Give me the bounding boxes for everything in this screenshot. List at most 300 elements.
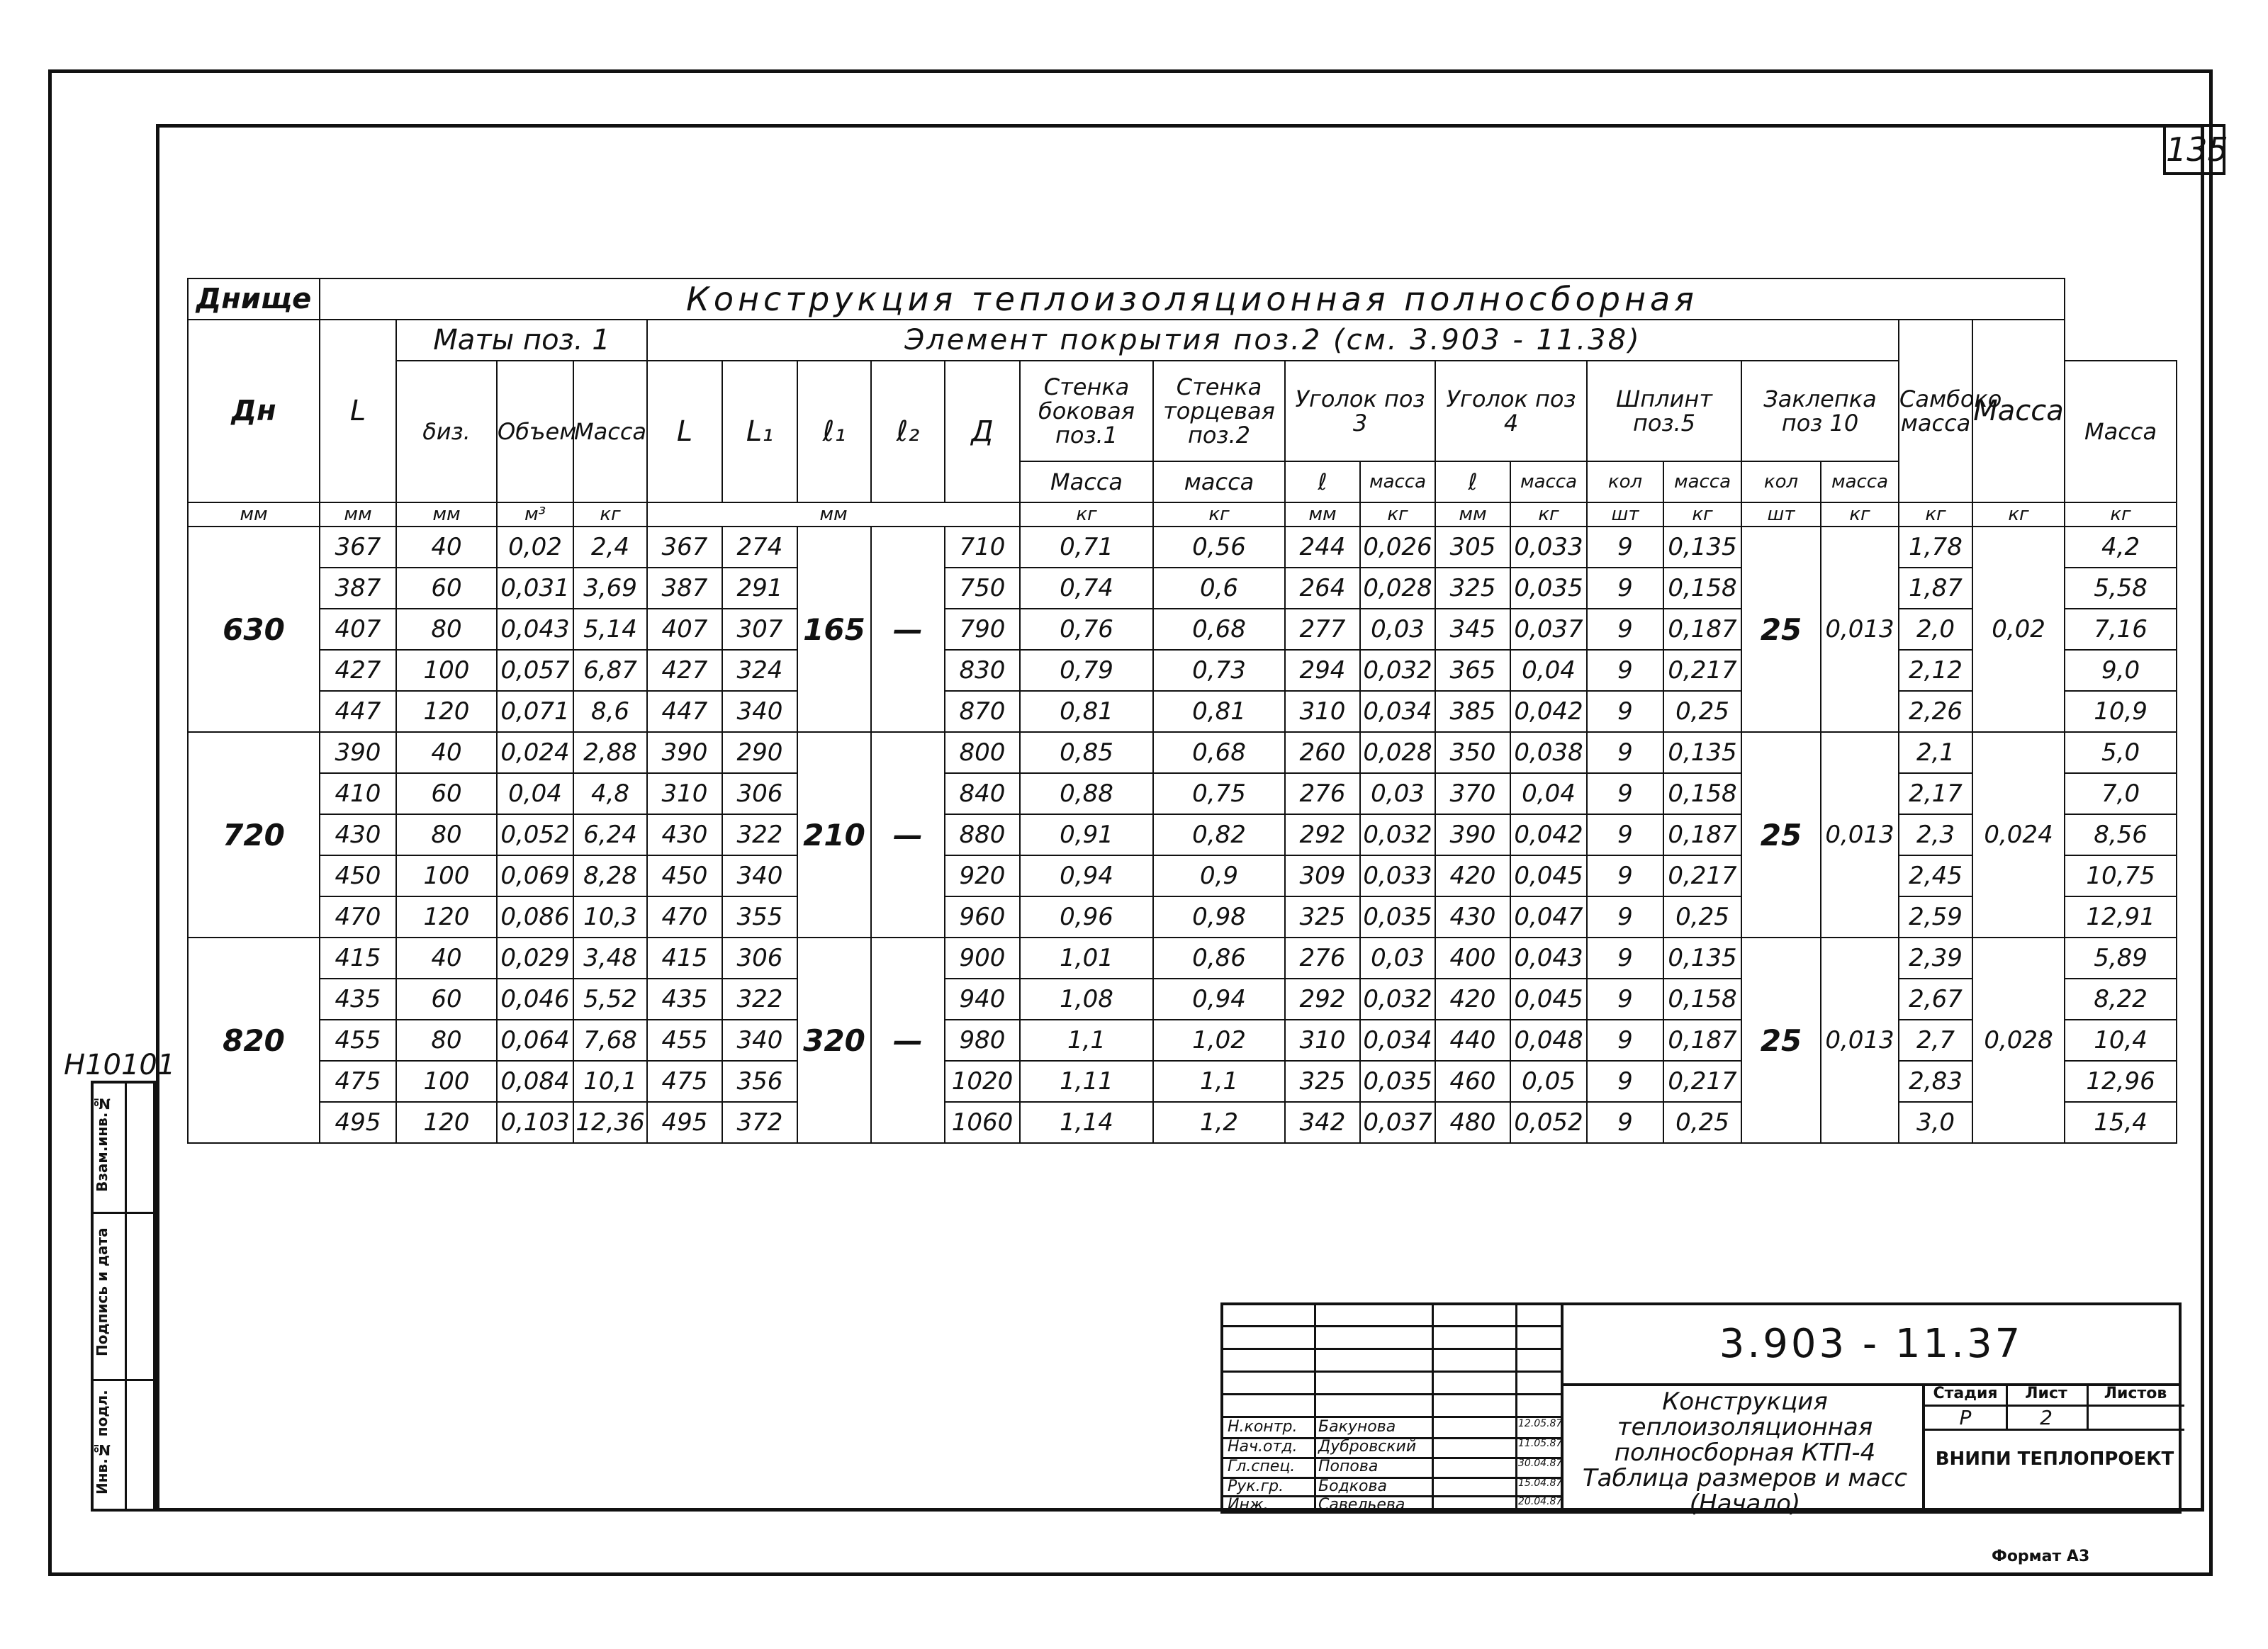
- table-cell: 25: [1741, 527, 1821, 732]
- table-cell: 0,037: [1360, 1102, 1435, 1143]
- table-cell: 60: [396, 568, 497, 609]
- table-cell: 0,96: [1020, 896, 1153, 938]
- table-cell: 0,04: [1510, 773, 1587, 814]
- table-cell: 7,68: [573, 1020, 647, 1061]
- table-cell: 415: [320, 938, 396, 979]
- table-cell: 10,3: [573, 896, 647, 938]
- table-cell: 9: [1587, 691, 1663, 732]
- unit-cell: кг: [1360, 502, 1435, 527]
- table-cell: 0,6: [1153, 568, 1285, 609]
- table-cell: 0,034: [1360, 1020, 1435, 1061]
- table-cell: 340: [722, 691, 797, 732]
- table-cell: 447: [320, 691, 396, 732]
- table-cell: 5,14: [573, 609, 647, 650]
- rivet-header: Заклепка поз 10: [1741, 361, 1899, 461]
- table-cell: 244: [1285, 527, 1360, 568]
- table-cell: 0,028: [1972, 938, 2065, 1143]
- table-cell: 306: [722, 938, 797, 979]
- table-cell: 0,084: [497, 1061, 573, 1102]
- table-cell: 80: [396, 1020, 497, 1061]
- table-cell: 0,042: [1510, 814, 1587, 855]
- table-cell: 0,82: [1153, 814, 1285, 855]
- table-cell: 9: [1587, 896, 1663, 938]
- unit-cell: кг: [1663, 502, 1741, 527]
- table-cell: 420: [1435, 855, 1510, 896]
- el-l1-header: L₁: [722, 361, 797, 502]
- unit-cell: мм: [396, 502, 497, 527]
- table-cell: 0,217: [1663, 650, 1741, 691]
- angle3-header: Уголок поз 3: [1285, 361, 1435, 461]
- table-cell: 1,11: [1020, 1061, 1153, 1102]
- table-cell: 340: [722, 855, 797, 896]
- signer-date: 11.05.87: [1518, 1438, 1563, 1449]
- mass-total-header: Масса: [1972, 320, 2065, 502]
- signer-role: Гл.спец.: [1228, 1458, 1296, 1475]
- table-cell: 390: [647, 732, 722, 773]
- unit-cell: кг: [1821, 502, 1899, 527]
- table-cell: 9: [1587, 773, 1663, 814]
- table-cell: 0,135: [1663, 938, 1741, 979]
- table-cell: 470: [647, 896, 722, 938]
- table-cell: 0,043: [497, 609, 573, 650]
- table-cell: 5,0: [2065, 732, 2177, 773]
- signer-role: Нач.отд.: [1228, 1438, 1298, 1456]
- stage-label: Стадия: [1933, 1385, 1998, 1402]
- table-cell: 355: [722, 896, 797, 938]
- el-l2-small-header: ℓ₂: [871, 361, 945, 502]
- table-cell: 310: [647, 773, 722, 814]
- table-cell: 0,103: [497, 1102, 573, 1143]
- table-cell: 0,86: [1153, 938, 1285, 979]
- bottom-col-header: Днище: [188, 278, 320, 320]
- signer-date: 12.05.87: [1518, 1418, 1563, 1429]
- table-cell: 10,9: [2065, 691, 2177, 732]
- angle4-header: Уголок поз 4: [1435, 361, 1587, 461]
- table-cell: 430: [647, 814, 722, 855]
- side-stamp-label: Инв.№ подл.: [94, 1390, 111, 1495]
- table-cell: 322: [722, 979, 797, 1020]
- table-cell: 292: [1285, 814, 1360, 855]
- table-cell: 2,7: [1899, 1020, 1972, 1061]
- signer-date: 30.04.87: [1518, 1458, 1563, 1469]
- table-cell: 367: [320, 527, 396, 568]
- table-cell: 0,071: [497, 691, 573, 732]
- table-cell: 385: [1435, 691, 1510, 732]
- table-cell: 455: [647, 1020, 722, 1061]
- table-cell: 0,74: [1020, 568, 1153, 609]
- table-cell: 0,75: [1153, 773, 1285, 814]
- table-cell: 0,79: [1020, 650, 1153, 691]
- table-cell: 0,024: [1972, 732, 2065, 938]
- table-cell: 0,038: [1510, 732, 1587, 773]
- table-cell: 0,68: [1153, 732, 1285, 773]
- table-cell: 0,033: [1360, 855, 1435, 896]
- table-cell: 0,76: [1020, 609, 1153, 650]
- table-cell: 291: [722, 568, 797, 609]
- table-cell: 276: [1285, 773, 1360, 814]
- table-cell: 415: [647, 938, 722, 979]
- table-cell: 495: [647, 1102, 722, 1143]
- table-cell: 0,98: [1153, 896, 1285, 938]
- table-cell: 400: [1435, 938, 1510, 979]
- table-cell: 0,035: [1360, 1061, 1435, 1102]
- table-cell: 0,217: [1663, 855, 1741, 896]
- table-cell: 25: [1741, 732, 1821, 938]
- table-cell: 940: [945, 979, 1020, 1020]
- end-wall-mass-header: масса: [1153, 461, 1285, 502]
- table-cell: 0,032: [1360, 650, 1435, 691]
- table-cell: 9: [1587, 938, 1663, 979]
- table-cell: 0,158: [1663, 773, 1741, 814]
- table-cell: 390: [320, 732, 396, 773]
- table-cell: 367: [647, 527, 722, 568]
- table-cell: 0,026: [1360, 527, 1435, 568]
- table-cell: 0,05: [1510, 1061, 1587, 1102]
- table-cell: 2,17: [1899, 773, 1972, 814]
- table-cell: 9: [1587, 568, 1663, 609]
- table-cell: 0,013: [1821, 732, 1899, 938]
- side-code: H10101: [64, 1049, 176, 1081]
- table-cell: 0,04: [497, 773, 573, 814]
- table-cell: 210: [797, 732, 871, 938]
- table-cell: 2,39: [1899, 938, 1972, 979]
- table-cell: 470: [320, 896, 396, 938]
- side-stamp-cell: [94, 1381, 153, 1512]
- table-cell: 8,28: [573, 855, 647, 896]
- table-row: [188, 938, 2177, 979]
- table-cell: 0,031: [497, 568, 573, 609]
- table-cell: 475: [320, 1061, 396, 1102]
- table-cell: 0,9: [1153, 855, 1285, 896]
- table-cell: 4,2: [2065, 527, 2177, 568]
- table-cell: 0,052: [497, 814, 573, 855]
- table-cell: 980: [945, 1020, 1020, 1061]
- table-cell: 630: [188, 527, 320, 732]
- table-cell: 0,057: [497, 650, 573, 691]
- table-cell: 450: [320, 855, 396, 896]
- table-cell: 3,0: [1899, 1102, 1972, 1143]
- stage-value: Р: [1959, 1406, 1972, 1429]
- table-cell: 9: [1587, 650, 1663, 691]
- table-cell: 100: [396, 855, 497, 896]
- table-cell: 356: [722, 1061, 797, 1102]
- side-stamp-label: Подпись и дата: [94, 1227, 111, 1357]
- table-cell: 460: [1435, 1061, 1510, 1102]
- table-cell: 9: [1587, 855, 1663, 896]
- stage-box: [1922, 1383, 2184, 1514]
- format-label: Формат А3: [1992, 1548, 2090, 1565]
- angle4-mass-header: масса: [1510, 461, 1587, 502]
- unit-cell: кг: [1020, 502, 1153, 527]
- table-cell: 40: [396, 527, 497, 568]
- table-cell: 7,0: [2065, 773, 2177, 814]
- table-cell: 0,042: [1510, 691, 1587, 732]
- table-cell: 120: [396, 896, 497, 938]
- unit-cell: шт: [1587, 502, 1663, 527]
- table-cell: 372: [722, 1102, 797, 1143]
- table-row: [188, 527, 2177, 568]
- sheets-label: Листов: [2104, 1385, 2167, 1402]
- table-cell: 407: [647, 609, 722, 650]
- table-cell: 0,086: [497, 896, 573, 938]
- sheet-value: 2: [2040, 1406, 2053, 1429]
- l-header: L: [320, 320, 396, 502]
- table-cell: 0,035: [1510, 568, 1587, 609]
- element-header: Элемент покрытия поз.2 (см. 3.903 - 11.38): [647, 320, 1899, 361]
- table-cell: 790: [945, 609, 1020, 650]
- table-cell: 60: [396, 979, 497, 1020]
- table-cell: 390: [1435, 814, 1510, 855]
- table-cell: 0,85: [1020, 732, 1153, 773]
- table-cell: 345: [1435, 609, 1510, 650]
- table-cell: 0,052: [1510, 1102, 1587, 1143]
- table-cell: 310: [1285, 691, 1360, 732]
- table-cell: 1,78: [1899, 527, 1972, 568]
- side-wall-mass-header: Масса: [1020, 461, 1153, 502]
- unit-cell: м³: [497, 502, 573, 527]
- table-cell: 0,032: [1360, 814, 1435, 855]
- unit-cell: кг: [2065, 502, 2177, 527]
- table-cell: 3,69: [573, 568, 647, 609]
- table-cell: 1,2: [1153, 1102, 1285, 1143]
- title-block-right: [1564, 1302, 2182, 1518]
- table-cell: 0,069: [497, 855, 573, 896]
- table-cell: 9: [1587, 1020, 1663, 1061]
- table-cell: 0,158: [1663, 979, 1741, 1020]
- table-cell: 0,25: [1663, 1102, 1741, 1143]
- table-cell: 0,064: [497, 1020, 573, 1061]
- table-cell: 2,45: [1899, 855, 1972, 896]
- table-cell: 322: [722, 814, 797, 855]
- table-cell: 430: [1435, 896, 1510, 938]
- table-cell: 0,217: [1663, 1061, 1741, 1102]
- table-cell: 427: [647, 650, 722, 691]
- table-cell: 0,135: [1663, 527, 1741, 568]
- table-cell: 2,59: [1899, 896, 1972, 938]
- table-cell: 2,83: [1899, 1061, 1972, 1102]
- table-cell: 4,8: [573, 773, 647, 814]
- side-stamp-cell: [94, 1084, 153, 1214]
- table-cell: 0,94: [1020, 855, 1153, 896]
- table-cell: 427: [320, 650, 396, 691]
- document-title: Конструкция теплоизоляционная полносборная КТП-4 Таблица размеров и масс (Начало): [1582, 1388, 1908, 1518]
- table-cell: 0,04: [1510, 650, 1587, 691]
- table-cell: 325: [1435, 568, 1510, 609]
- table-cell: 5,58: [2065, 568, 2177, 609]
- table-cell: 15,4: [2065, 1102, 2177, 1143]
- unit-cell: кг: [1899, 502, 1972, 527]
- table-cell: 800: [945, 732, 1020, 773]
- table-cell: 0,035: [1360, 896, 1435, 938]
- angle3-l-header: ℓ: [1285, 461, 1360, 502]
- table-cell: 9: [1587, 527, 1663, 568]
- table-cell: 0,037: [1510, 609, 1587, 650]
- table-cell: 7,16: [2065, 609, 2177, 650]
- table-cell: 292: [1285, 979, 1360, 1020]
- table-cell: 0,25: [1663, 691, 1741, 732]
- table-cell: 820: [188, 938, 320, 1143]
- table-cell: 0,135: [1663, 732, 1741, 773]
- table-cell: 0,043: [1510, 938, 1587, 979]
- unit-cell: кг: [1510, 502, 1587, 527]
- table-cell: 0,048: [1510, 1020, 1587, 1061]
- sheet-label: Лист: [2025, 1385, 2067, 1402]
- table-cell: 9: [1587, 732, 1663, 773]
- table-cell: 5,89: [2065, 938, 2177, 979]
- table-cell: 290: [722, 732, 797, 773]
- table-cell: 0,024: [497, 732, 573, 773]
- dn-header: Дн: [188, 320, 320, 502]
- table-cell: 0,028: [1360, 732, 1435, 773]
- table-row: [188, 732, 2177, 773]
- table-cell: 350: [1435, 732, 1510, 773]
- side-stamp-cell: [94, 1214, 153, 1381]
- table-cell: 0,045: [1510, 855, 1587, 896]
- signature-grid: [1220, 1302, 1564, 1514]
- document-code: 3.903 - 11.37: [1564, 1305, 2179, 1386]
- table-cell: 6,87: [573, 650, 647, 691]
- table-cell: 1,87: [1899, 568, 1972, 609]
- organization-name: ВНИПИ ТЕПЛОПРОЕКТ: [1935, 1448, 2174, 1470]
- table-cell: 830: [945, 650, 1020, 691]
- table-cell: 10,4: [2065, 1020, 2177, 1061]
- table-cell: 480: [1435, 1102, 1510, 1143]
- cotter-mass-header: масса: [1663, 461, 1741, 502]
- signer-name: Попова: [1318, 1458, 1379, 1475]
- table-cell: 2,4: [573, 527, 647, 568]
- table-cell: 0,56: [1153, 527, 1285, 568]
- signer-role: Н.контр.: [1228, 1418, 1298, 1436]
- table-cell: 120: [396, 1102, 497, 1143]
- table-cell: 8,22: [2065, 979, 2177, 1020]
- table-cell: 40: [396, 938, 497, 979]
- table-cell: 5,52: [573, 979, 647, 1020]
- table-cell: 407: [320, 609, 396, 650]
- table-cell: 9: [1587, 1061, 1663, 1102]
- table-cell: 0,034: [1360, 691, 1435, 732]
- table-cell: 100: [396, 650, 497, 691]
- mats-mass-header: Масса: [573, 361, 647, 502]
- table-cell: 0,187: [1663, 609, 1741, 650]
- table-cell: 2,0: [1899, 609, 1972, 650]
- unit-cell: мм: [647, 502, 1020, 527]
- signer-name: Бакунова: [1318, 1418, 1396, 1436]
- table-cell: 450: [647, 855, 722, 896]
- el-l-header: L: [647, 361, 722, 502]
- signer-role: Инж.: [1228, 1496, 1269, 1514]
- table-cell: 9: [1587, 1102, 1663, 1143]
- unit-cell: мм: [188, 502, 320, 527]
- table-cell: 60: [396, 773, 497, 814]
- table-cell: 880: [945, 814, 1020, 855]
- table-cell: 100: [396, 1061, 497, 1102]
- table-cell: 0,81: [1020, 691, 1153, 732]
- table-cell: 435: [647, 979, 722, 1020]
- thickness-header: δиз.: [396, 361, 497, 502]
- table-cell: 260: [1285, 732, 1360, 773]
- table-cell: 840: [945, 773, 1020, 814]
- table-cell: 0,91: [1020, 814, 1153, 855]
- table-cell: 495: [320, 1102, 396, 1143]
- table-cell: 80: [396, 609, 497, 650]
- table-cell: 309: [1285, 855, 1360, 896]
- dimensions-table: [187, 278, 2177, 1144]
- unit-cell: кг: [1972, 502, 2065, 527]
- rivet-mass-header: масса: [1821, 461, 1899, 502]
- signer-date: 15.04.87: [1518, 1478, 1563, 1489]
- table-cell: 1,1: [1020, 1020, 1153, 1061]
- table-cell: 900: [945, 938, 1020, 979]
- table-cell: 120: [396, 691, 497, 732]
- side-stamp-label: Взам.инв.№: [94, 1095, 111, 1192]
- table-cell: 430: [320, 814, 396, 855]
- table-cell: 387: [320, 568, 396, 609]
- table-cell: 8,6: [573, 691, 647, 732]
- table-cell: 447: [647, 691, 722, 732]
- table-cell: 0,81: [1153, 691, 1285, 732]
- table-cell: 10,1: [573, 1061, 647, 1102]
- table-cell: 0,033: [1510, 527, 1587, 568]
- unit-cell: кг: [573, 502, 647, 527]
- table-cell: 277: [1285, 609, 1360, 650]
- table-cell: 276: [1285, 938, 1360, 979]
- table-cell: 294: [1285, 650, 1360, 691]
- table-cell: 9,0: [2065, 650, 2177, 691]
- table-cell: 10,75: [2065, 855, 2177, 896]
- table-cell: —: [871, 527, 945, 732]
- table-cell: 435: [320, 979, 396, 1020]
- mats-header: Маты поз. 1: [396, 320, 647, 361]
- end-wall-header: Стенка торцевая поз.2: [1153, 361, 1285, 461]
- table-cell: 0,187: [1663, 1020, 1741, 1061]
- table-cell: 720: [188, 732, 320, 938]
- cotter-kol-header: кол: [1587, 461, 1663, 502]
- table-cell: 320: [797, 938, 871, 1143]
- side-stamp: [91, 1081, 156, 1512]
- unit-cell: мм: [1285, 502, 1360, 527]
- construction-header: Конструкция теплоизоляционная полносборная: [320, 278, 2065, 320]
- table-cell: 340: [722, 1020, 797, 1061]
- table-cell: 306: [722, 773, 797, 814]
- table-cell: 310: [1285, 1020, 1360, 1061]
- table-cell: 12,96: [2065, 1061, 2177, 1102]
- table-cell: 960: [945, 896, 1020, 938]
- table-cell: 12,91: [2065, 896, 2177, 938]
- table-cell: 475: [647, 1061, 722, 1102]
- table-cell: 305: [1435, 527, 1510, 568]
- table-cell: 365: [1435, 650, 1510, 691]
- table-cell: 0,02: [497, 527, 573, 568]
- table-cell: 2,3: [1899, 814, 1972, 855]
- table-cell: 1,02: [1153, 1020, 1285, 1061]
- table-cell: 370: [1435, 773, 1510, 814]
- angle3-mass-header: масса: [1360, 461, 1435, 502]
- table-cell: 325: [1285, 896, 1360, 938]
- signer-name: Савельева: [1318, 1496, 1405, 1514]
- table-cell: 1,1: [1153, 1061, 1285, 1102]
- rivet-kol-header: кол: [1741, 461, 1821, 502]
- unit-cell: мм: [1435, 502, 1510, 527]
- table-cell: 0,25: [1663, 896, 1741, 938]
- table-cell: 0,88: [1020, 773, 1153, 814]
- el-mass-header: Масса: [2065, 361, 2177, 502]
- self-tap-header: Самбоко масса: [1899, 320, 1972, 502]
- table-cell: 0,158: [1663, 568, 1741, 609]
- table-cell: 710: [945, 527, 1020, 568]
- table-cell: 0,028: [1360, 568, 1435, 609]
- table-cell: 0,045: [1510, 979, 1587, 1020]
- el-l1-small-header: ℓ₁: [797, 361, 871, 502]
